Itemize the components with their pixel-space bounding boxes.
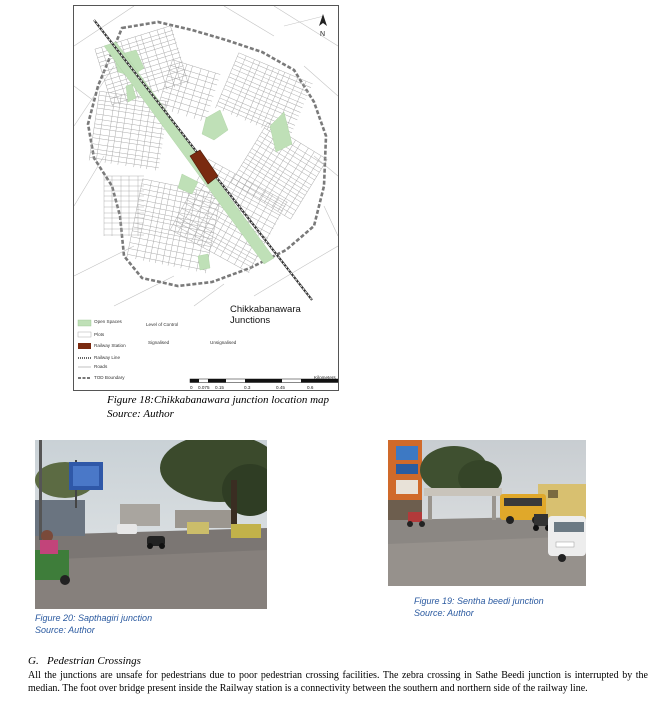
legend-open-spaces: Open Spaces (94, 319, 122, 324)
scale-tick: 0.075 (198, 385, 210, 390)
legend-plots: Plots (94, 332, 105, 337)
figure-19-caption: Figure 19: Sentha beedi junction (414, 596, 544, 606)
figure-20-source: Source: Author (35, 625, 95, 635)
figure-18-caption: Figure 18:Chikkabanawara junction location map (107, 394, 330, 406)
legend-tod-boundary: TOD Boundary (94, 375, 125, 380)
figure-18-source: Source: Author (107, 408, 174, 420)
sentha-beedi-junction-photo (388, 440, 586, 586)
scale-tick: 0.3 (244, 385, 251, 390)
legend-swatch-plots (78, 332, 91, 337)
section-paragraph: All the junctions are unsafe for pedestrians due to poor pedestrian crossing facilities. The zebra crossing in Sathe Beedi junction is interrupted by the median. The foot over bridge present inside the Railway station is a connectivity between the southern and northern side of the railway line. (28, 670, 648, 694)
north-label: N (320, 31, 326, 38)
location-map (73, 5, 339, 391)
legend-swatch-open-spaces (78, 320, 91, 326)
map-graphic (74, 6, 338, 390)
legend-swatch-station (78, 343, 91, 349)
legend-signalised: Signalised (148, 340, 170, 345)
legend-roads: Roads (94, 364, 108, 369)
sapthagiri-junction-photo (35, 440, 267, 609)
scale-tick: 0 (190, 385, 193, 390)
scale-tick: 0.45 (276, 385, 285, 390)
map-title: Chikkabanawara Junctions (230, 304, 301, 326)
scale-tick: 0.6 (307, 385, 314, 390)
legend-railway-line: Railway Line (94, 355, 121, 360)
figure-19-source: Source: Author (414, 608, 474, 618)
north-arrow-icon (319, 14, 327, 26)
scale-unit: Kilometers (314, 375, 336, 380)
scale-tick: 0.15 (215, 385, 224, 390)
legend-unsignalised: Unsignalised (210, 340, 237, 345)
section-heading: G. Pedestrian Crossings (28, 655, 141, 667)
legend-railway-station: Railway Station (94, 343, 126, 348)
legend-level-of-control: Level of Control (146, 322, 179, 327)
figure-20-caption: Figure 20: Sapthagiri junction (35, 613, 153, 623)
